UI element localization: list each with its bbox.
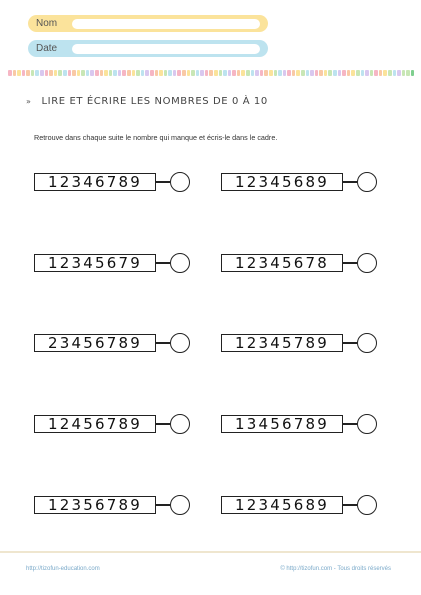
name-bar (28, 15, 268, 32)
color-strip-segment (209, 70, 213, 76)
footer-copyright[interactable]: © http://tizofun.com - Tous droits réservés (280, 566, 391, 572)
color-strip-segment (81, 70, 85, 76)
sequence-digits: 12345689 (221, 173, 343, 191)
color-strip-segment (347, 70, 351, 76)
sequence-left-2 (34, 252, 190, 274)
connector-line (156, 423, 170, 425)
color-strip-segment (274, 70, 278, 76)
color-strip-segment (402, 70, 406, 76)
color-strip-segment (228, 70, 232, 76)
color-strip-segment (338, 70, 342, 76)
sequence-left-4 (34, 413, 190, 435)
color-strip-segment (370, 70, 374, 76)
sequence-left-5 (34, 494, 190, 516)
color-strip-segment (361, 70, 365, 76)
color-strip-segment (13, 70, 17, 76)
color-strip-segment (356, 70, 360, 76)
color-strip-segment (26, 70, 30, 76)
color-strip-segment (168, 70, 172, 76)
decorative-color-strip (8, 70, 414, 77)
color-strip-segment (306, 70, 310, 76)
answer-circle[interactable] (357, 495, 377, 515)
color-strip-segment (383, 70, 387, 76)
color-strip-segment (54, 70, 58, 76)
color-strip-segment (374, 70, 378, 76)
answer-circle[interactable] (357, 414, 377, 434)
connector-line (156, 342, 170, 344)
color-strip-segment (310, 70, 314, 76)
sequence-digits: 12345678 (221, 254, 343, 272)
color-strip-segment (109, 70, 113, 76)
color-strip-segment (86, 70, 90, 76)
color-strip-segment (406, 70, 410, 76)
color-strip-segment (411, 70, 415, 76)
answer-circle[interactable] (170, 495, 190, 515)
color-strip-segment (159, 70, 163, 76)
color-strip-segment (397, 70, 401, 76)
color-strip-segment (246, 70, 250, 76)
color-strip-segment (95, 70, 99, 76)
connector-line (343, 262, 357, 264)
footer-link[interactable]: http://tizofun-education.com (26, 566, 100, 572)
sequence-digits: 12356789 (34, 496, 156, 514)
color-strip-segment (328, 70, 332, 76)
sequence-digits: 12345789 (221, 334, 343, 352)
color-strip-segment (77, 70, 81, 76)
color-strip-segment (127, 70, 131, 76)
color-strip-segment (324, 70, 328, 76)
date-label: Date (36, 43, 58, 54)
color-strip-segment (191, 70, 195, 76)
color-strip-segment (196, 70, 200, 76)
answer-circle[interactable] (170, 253, 190, 273)
sequence-digits: 12345679 (34, 254, 156, 272)
color-strip-segment (292, 70, 296, 76)
connector-line (343, 504, 357, 506)
color-strip-segment (187, 70, 191, 76)
color-strip-segment (141, 70, 145, 76)
sequence-right-3 (221, 332, 377, 354)
color-strip-segment (164, 70, 168, 76)
color-strip-segment (319, 70, 323, 76)
color-strip-segment (22, 70, 26, 76)
answer-circle[interactable] (170, 333, 190, 353)
footer-divider (0, 551, 421, 553)
color-strip-segment (132, 70, 136, 76)
name-field[interactable] (72, 19, 260, 29)
color-strip-segment (351, 70, 355, 76)
color-strip-segment (17, 70, 21, 76)
sequence-digits: 13456789 (221, 415, 343, 433)
color-strip-segment (388, 70, 392, 76)
answer-circle[interactable] (170, 414, 190, 434)
connector-line (156, 504, 170, 506)
color-strip-segment (219, 70, 223, 76)
color-strip-segment (72, 70, 76, 76)
sequence-right-2 (221, 252, 377, 274)
date-field[interactable] (72, 44, 260, 54)
color-strip-segment (232, 70, 236, 76)
color-strip-segment (379, 70, 383, 76)
color-strip-segment (365, 70, 369, 76)
color-strip-segment (155, 70, 159, 76)
color-strip-segment (150, 70, 154, 76)
color-strip-segment (237, 70, 241, 76)
connector-line (156, 262, 170, 264)
connector-line (343, 181, 357, 183)
color-strip-segment (264, 70, 268, 76)
answer-circle[interactable] (170, 172, 190, 192)
sequence-right-4 (221, 413, 377, 435)
answer-circle[interactable] (357, 333, 377, 353)
color-strip-segment (100, 70, 104, 76)
instruction-text: Retrouve dans chaque suite le nombre qui manque et écris-le dans le cadre. (34, 133, 278, 142)
color-strip-segment (315, 70, 319, 76)
color-strip-segment (31, 70, 35, 76)
sequence-digits: 12456789 (34, 415, 156, 433)
color-strip-segment (136, 70, 140, 76)
answer-circle[interactable] (357, 253, 377, 273)
color-strip-segment (200, 70, 204, 76)
section-title-text: LIRE ET ÉCRIRE LES NOMBRES DE 0 À 10 (41, 96, 268, 107)
color-strip-segment (35, 70, 39, 76)
sequence-digits: 23456789 (34, 334, 156, 352)
color-strip-segment (269, 70, 273, 76)
color-strip-segment (58, 70, 62, 76)
date-bar (28, 40, 268, 57)
color-strip-segment (68, 70, 72, 76)
color-strip-segment (45, 70, 49, 76)
color-strip-segment (287, 70, 291, 76)
connector-line (343, 342, 357, 344)
color-strip-segment (122, 70, 126, 76)
double-chevron-icon: » (26, 97, 32, 106)
color-strip-segment (8, 70, 12, 76)
color-strip-segment (278, 70, 282, 76)
color-strip-segment (40, 70, 44, 76)
connector-line (156, 181, 170, 183)
answer-circle[interactable] (357, 172, 377, 192)
color-strip-segment (296, 70, 300, 76)
color-strip-segment (301, 70, 305, 76)
section-title (26, 96, 268, 107)
color-strip-segment (182, 70, 186, 76)
sequence-digits: 12346789 (34, 173, 156, 191)
color-strip-segment (49, 70, 53, 76)
color-strip-segment (177, 70, 181, 76)
color-strip-segment (113, 70, 117, 76)
color-strip-segment (283, 70, 287, 76)
color-strip-segment (104, 70, 108, 76)
sequence-left-1 (34, 171, 190, 193)
color-strip-segment (118, 70, 122, 76)
color-strip-segment (145, 70, 149, 76)
sequence-left-3 (34, 332, 190, 354)
color-strip-segment (63, 70, 67, 76)
color-strip-segment (333, 70, 337, 76)
connector-line (343, 423, 357, 425)
color-strip-segment (393, 70, 397, 76)
color-strip-segment (251, 70, 255, 76)
color-strip-segment (90, 70, 94, 76)
color-strip-segment (260, 70, 264, 76)
color-strip-segment (241, 70, 245, 76)
sequence-right-5 (221, 494, 377, 516)
color-strip-segment (205, 70, 209, 76)
color-strip-segment (214, 70, 218, 76)
sequence-right-1 (221, 171, 377, 193)
color-strip-segment (255, 70, 259, 76)
color-strip-segment (173, 70, 177, 76)
color-strip-segment (223, 70, 227, 76)
name-label: Nom (36, 18, 58, 29)
color-strip-segment (342, 70, 346, 76)
sequence-digits: 12345689 (221, 496, 343, 514)
